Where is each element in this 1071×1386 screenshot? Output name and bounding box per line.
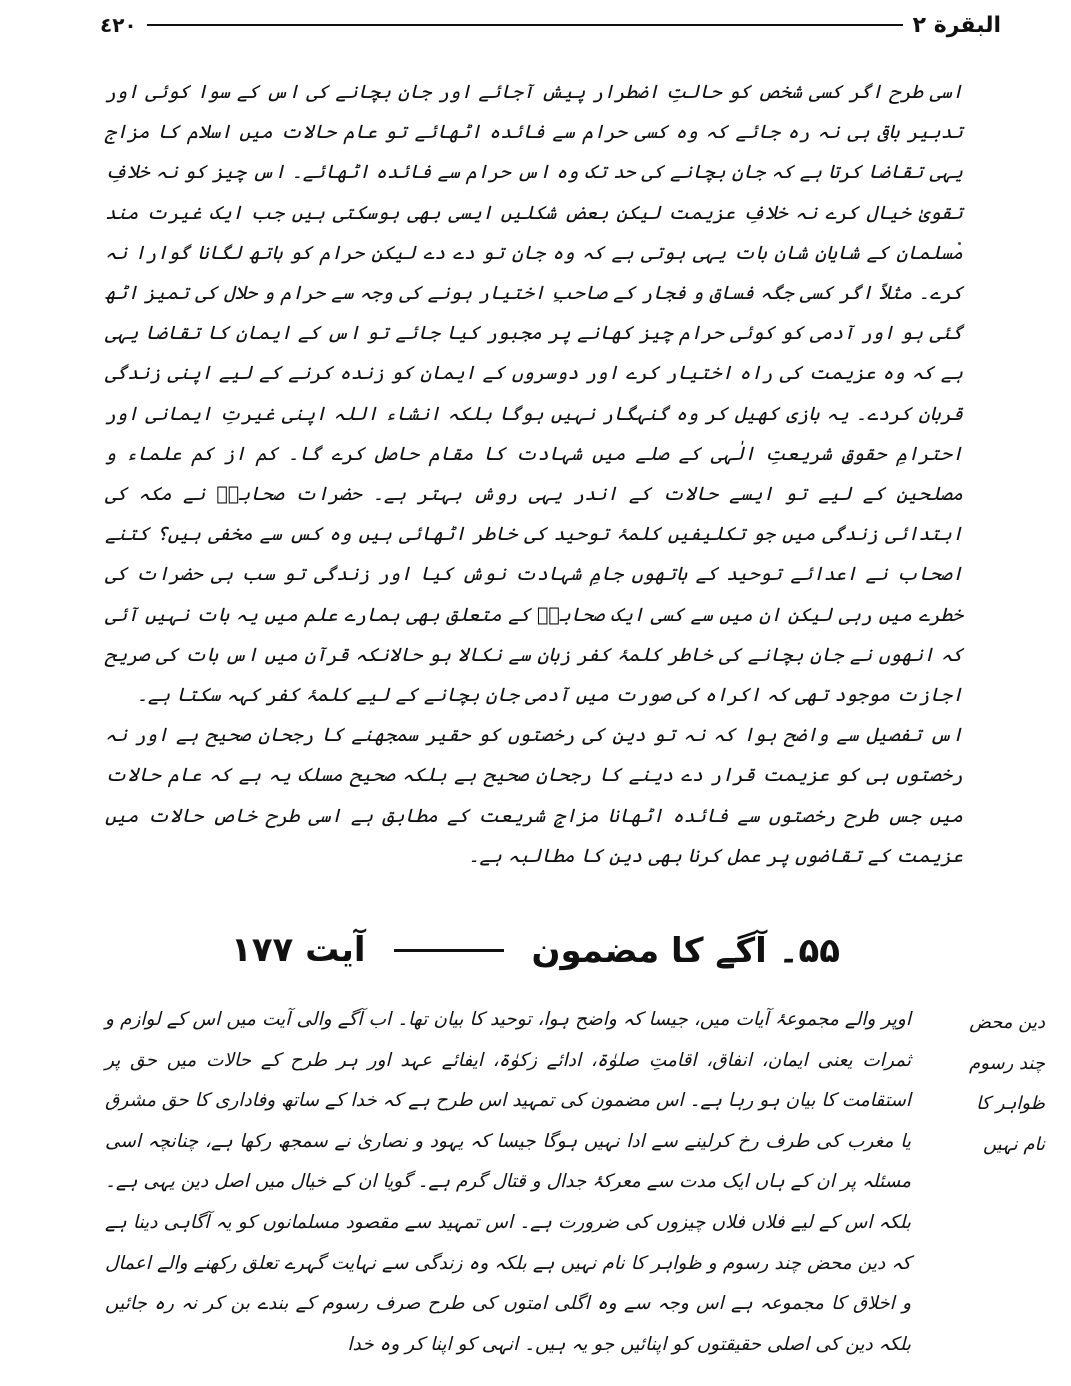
paragraph-2: اس تفصیل سے واضح ہوا کہ نہ تو دین کی رخصتوں کو حقیر سمجھنے کا رجحان صحیح ہے اور نہ رخصتوں ہی کو عزیمت قرار دے دینے کا رجحان صحیح ہے بلکہ صحیح مسلک یہ ہے کہ عام حالات میں جس طرح رخصتوں سے فائدہ اٹھانا مزاجِ شریعت کے مطابق ہے اسی طرح خاص حالات میں عزیمت کے تقاضوں پر عمل کرنا بھی دین کا مطالبہ ہے۔ (105, 724, 963, 867)
margin-note-line: ظواہر کا (976, 1093, 1045, 1115)
margin-note-line: نام نہیں (982, 1133, 1045, 1155)
section-title: ۵۵۔ آگے کا مضمون (531, 930, 841, 971)
margin-note-line: چند رسوم (969, 1052, 1045, 1074)
margin-note-line: دین محض (969, 1012, 1045, 1033)
page-number: ٤٢٠ (100, 13, 137, 37)
margin-note (935, 1003, 1045, 1165)
section-heading (0, 920, 1071, 980)
running-title: البقرة ٢ (912, 12, 1001, 38)
ayah-label: آیت ۱۷۷ (230, 930, 366, 970)
paragraph-1: اسی طرح اگر کسی شخص کو حالتِ اضطرار پیش آجائے اور جان بچانے کی اس کے سوا کوئی اور تدبیر باقی ہی نہ رہ جائے کہ وہ کسی حرام سے فائدہ اٹھائے تو عام حالات میں اسلام کا مزاج یہی تقاضا کرتا ہے کہ جان بچانے کی حد تک وہ اس حرام سے فائدہ اٹھائے۔ اس چیز کو نہ خلافِ تقویٰ خیال کرے نہ خلافِ عزیمت لیکن بعض شکلیں ایسی بھی ہوسکتی ہیں جب ایک غیرت مند مسلمان کے شایانِ شان بات یہی ہوتی ہے کہ وہ جان تو دے دے لیکن حرام کو ہاتھ لگانا گوارا نہ کرے۔ مثلاً اگر کسی جگہ فساق و فجار کے صاحبِ اختیار ہونے کی وجہ سے حرام و حلال کی تمیز اٹھ گئی ہو اور آدمی کو کوئی حرام چیز کھانے پر مجبور کیا جائے تو اس کے ایمان کا تقاضا یہی ہے کہ وہ عزیمت کی راہ اختیار کرے اور دوسروں کے ایمان کو زندہ کرنے کے لیے اپنی زندگی قربان کردے۔ یہ بازی کھیل کر وہ گنہگار نہیں ہوگا بلکہ انشاء اللہ اپنی غیرتِ ایمانی اور احترامِ حقوقِ شریعتِ الٰہی کے صلے میں شہادت کا مقام حاصل کرے گا۔ کم از کم علماء و مصلحین کے لیے تو ایسے حالات کے اندر یہی روش بہتر ہے۔ حضرات صحابہؓ نے مکہ کی ابتدائی زندگی میں جو تکلیفیں کلمۂ توحید کی خاطر اٹھائی ہیں وہ کس سے مخفی ہیں؟ کتنے اصحاب نے اعدائے توحید کے ہاتھوں جامِ شہادت نوش کیا اور زندگی تو سب ہی حضرات کی خطرے میں رہی لیکن ان میں سے کسی ایک صحابیؓ کے متعلق بھی ہمارے علم میں یہ بات نہیں آئی کہ انھوں نے جان بچانے کی خاطر کلمۂ کفر زبان سے نکالا ہو حالانکہ قرآن میں اس بات کی صریح اجازت موجود تھی کہ اکراہ کی صورت میں آدمی جان بچانے کے لیے کلمۂ کفر کہہ سکتا ہے۔ (105, 81, 963, 707)
section-paragraph: اوپر والے مجموعۂ آیات میں، جیسا کہ واضح ہوا، توحید کا بیان تھا۔ اب آگے والی آیت میں اس کے لوازم و ثمرات یعنی ایمان، انفاق، اقامتِ صلوٰۃ، ادائے زکوٰۃ، ایفائے عہد اور ہر طرح کے حالات میں حق پر استقامت کا بیان ہو رہا ہے۔ اس مضمون کی تمہید اس طرح ہے کہ خدا کے ساتھ وفاداری کا حق مشرق یا مغرب کی طرف رخ کرلینے سے ادا نہیں ہوگا جیسا کہ یہود و نصاریٰ نے سمجھ رکھا ہے، چنانچہ اسی مسئلہ پر ان کے ہاں ایک مدت سے معرکۂ جدال و قتال گرم ہے۔ گویا ان کے خیال میں اصل دین یہی ہے۔ بلکہ اس کے لیے فلاں فلاں چیزوں کی ضرورت ہے۔ اس تمہید سے مقصود مسلمانوں کو یہ آگاہی دینا ہے کہ دین محض چند رسوم و ظواہر کا نام نہیں ہے بلکہ وہ زندگی سے نہایت گہرے تعلق رکھنے والے اعمال و اخلاق کا مجموعہ ہے اس وجہ سے وہ اگلی امتوں کی طرح صرف رسوم کے بندے بن کر نہ رہ جائیں بلکہ دین کی اصلی حقیقتوں کو اپنائیں جو یہ ہیں۔ انہی کو اپنا کر وہ خدا (105, 1009, 911, 1355)
commentary-text (105, 72, 963, 876)
page-header (60, 8, 1011, 42)
heading-dash (394, 949, 504, 952)
header-rule (147, 24, 903, 26)
section-body-column (105, 1000, 911, 1365)
